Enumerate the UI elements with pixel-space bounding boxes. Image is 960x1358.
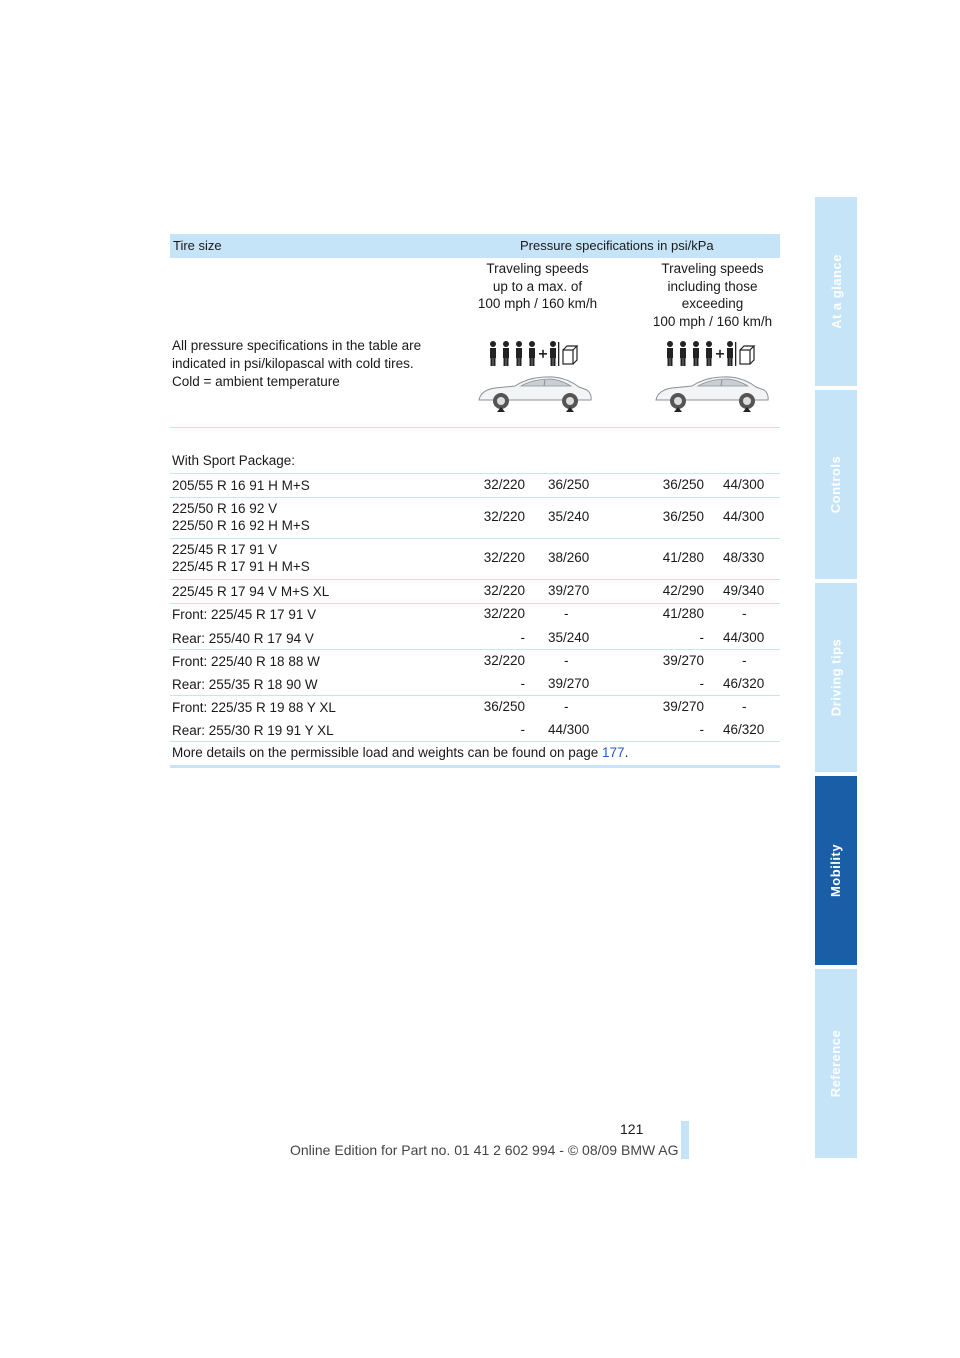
divider (170, 427, 780, 428)
car-icon (656, 377, 768, 412)
cold-tire-note: All pressure specifications in the table are indicated in psi/kilopascal with cold tires. Cold = ambient temperature (172, 338, 422, 389)
load-reference-note: More details on the permissible load and weights can be found on page 177. (172, 745, 629, 760)
person-icon (667, 341, 673, 366)
person-icon (490, 341, 496, 366)
chapter-tabs (815, 197, 857, 1160)
header-pressure: Pressure specifications in psi/kPa (520, 238, 714, 253)
load-illustration-low (475, 340, 595, 423)
table-bottom-rule (170, 765, 780, 768)
car-icon (479, 377, 591, 412)
header-tire-size: Tire size (173, 238, 222, 253)
divider (170, 741, 780, 742)
divider (170, 649, 780, 650)
plus-icon (716, 350, 724, 358)
load-illustration-high (652, 340, 772, 423)
tab-mobility[interactable]: Mobility (815, 776, 857, 965)
online-edition-footer: Online Edition for Part no. 01 41 2 602 994 - © 08/09 BMW AG (290, 1142, 679, 1158)
luggage-icon (740, 346, 754, 364)
page-marker (681, 1121, 689, 1159)
page-number: 121 (620, 1121, 644, 1137)
divider (170, 603, 780, 604)
person-icon (550, 341, 556, 366)
divider (170, 473, 780, 474)
person-icon (503, 341, 509, 366)
person-icon (693, 341, 699, 366)
tab-at-a-glance[interactable]: At a glance (815, 197, 857, 386)
divider (170, 579, 780, 580)
speed-low-heading: Traveling speeds up to a max. of 100 mph / 160 km/h (477, 261, 598, 311)
person-icon (706, 341, 712, 366)
divider (170, 538, 780, 539)
divider (170, 497, 780, 498)
divider (170, 695, 780, 696)
person-icon (516, 341, 522, 366)
speed-high-heading: Traveling speeds including those exceeding 100 mph / 160 km/h (652, 261, 773, 329)
tab-reference[interactable]: Reference (815, 969, 857, 1158)
person-icon (680, 341, 686, 366)
tab-driving-tips[interactable]: Driving tips (815, 583, 857, 772)
page-link[interactable]: 177 (602, 745, 625, 760)
plus-icon (539, 350, 547, 358)
table-header (170, 234, 780, 258)
person-icon (529, 341, 535, 366)
tab-controls[interactable]: Controls (815, 390, 857, 579)
luggage-icon (563, 346, 577, 364)
person-icon (727, 341, 733, 366)
